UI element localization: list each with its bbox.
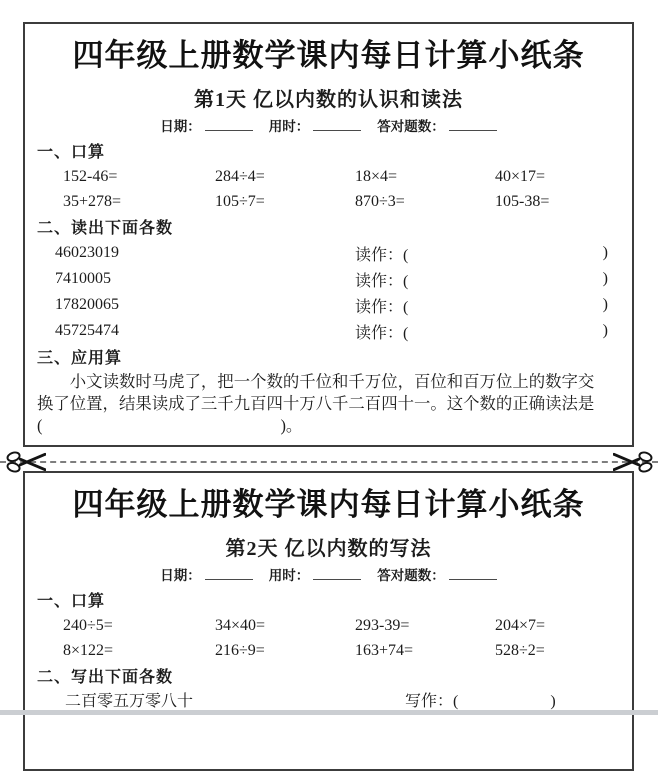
oral-problems-grid <box>37 164 620 214</box>
worksheet-day2 <box>23 471 634 771</box>
meta-line <box>37 565 620 587</box>
read-prompt: 读作：( <box>355 246 409 264</box>
cut-line-dashed <box>0 461 658 463</box>
section-heading-oral: 一、口算 <box>37 593 106 610</box>
oral-problem: 293-39= <box>355 617 410 634</box>
date-blank <box>205 567 253 580</box>
date-blank <box>205 118 253 131</box>
section-heading-writing: 二、写出下面各数 <box>37 669 174 686</box>
worksheet-title: 四年级上册数学课内每日计算小纸条 <box>72 38 585 73</box>
paren-close: ) <box>602 244 608 261</box>
paren-close: ) <box>602 322 608 339</box>
oral-problem: 204×7= <box>495 617 546 634</box>
bottom-edge-bar <box>0 710 658 715</box>
oral-problem: 152-46= <box>63 168 118 185</box>
oral-problem: 105÷7= <box>215 193 265 210</box>
meta-line <box>37 116 620 138</box>
section-heading-oral: 一、口算 <box>37 144 106 161</box>
section-heading-word-problem: 三、应用算 <box>37 350 123 367</box>
score-blank <box>449 118 497 131</box>
date-label: 日期： <box>160 568 201 583</box>
oral-problem: 105-38= <box>495 193 550 210</box>
word-problem-text: 小文读数时马虎了，把一个数的千位和千万位，百位和百万位上的数字交换了位置，结果读成了三千九百四十万八千二百四十一。这个数的正确读法是 <box>37 372 595 413</box>
read-number-row <box>37 318 620 344</box>
read-prompt: 读作：( <box>355 324 409 342</box>
number-to-read: 46023019 <box>55 244 119 261</box>
number-to-read: 17820065 <box>55 296 119 313</box>
score-label: 答对题数： <box>377 119 445 134</box>
read-number-row <box>37 266 620 292</box>
oral-problem: 40×17= <box>495 168 546 185</box>
oral-problem: 8×122= <box>63 642 114 659</box>
oral-problem: 163+74= <box>355 642 414 659</box>
number-to-read: 7410005 <box>55 270 111 287</box>
word-problem-answer-line <box>37 415 620 437</box>
oral-problems-grid <box>37 613 620 663</box>
section-heading-reading: 二、读出下面各数 <box>37 220 174 237</box>
paren-open: ( <box>37 416 43 435</box>
day-heading: 第2天 亿以内数的写法 <box>225 538 432 560</box>
oral-problem: 528÷2= <box>495 642 545 659</box>
time-blank <box>313 118 361 131</box>
read-number-row <box>37 292 620 318</box>
oral-problem: 18×4= <box>355 168 398 185</box>
score-label: 答对题数： <box>377 568 445 583</box>
oral-problem: 35+278= <box>63 193 122 210</box>
read-prompt: 读作：( <box>355 272 409 290</box>
oral-problem: 870÷3= <box>355 193 405 210</box>
read-prompt: 读作：( <box>355 298 409 316</box>
paren-close: ) <box>602 270 608 287</box>
number-to-read: 45725474 <box>55 322 119 339</box>
oral-problem: 240÷5= <box>63 617 113 634</box>
read-number-row <box>37 240 620 266</box>
day-heading: 第1天 亿以内数的认识和读法 <box>194 89 463 111</box>
worksheet-day1 <box>23 22 634 447</box>
date-label: 日期： <box>160 119 201 134</box>
time-blank <box>313 567 361 580</box>
time-label: 用时： <box>268 568 310 583</box>
oral-problem: 34×40= <box>215 617 266 634</box>
oral-problem: 216÷9= <box>215 642 265 659</box>
worksheet-title: 四年级上册数学课内每日计算小纸条 <box>72 487 585 522</box>
write-prompt: 写作：( <box>405 693 459 710</box>
number-in-words: 二百零五万零八十 <box>65 693 194 710</box>
score-blank <box>449 567 497 580</box>
paren-close: ) <box>602 296 608 313</box>
oral-problem: 284÷4= <box>215 168 265 185</box>
time-label: 用时： <box>268 119 310 134</box>
paren-close: ) <box>550 693 556 710</box>
paren-close: )。 <box>280 416 303 435</box>
